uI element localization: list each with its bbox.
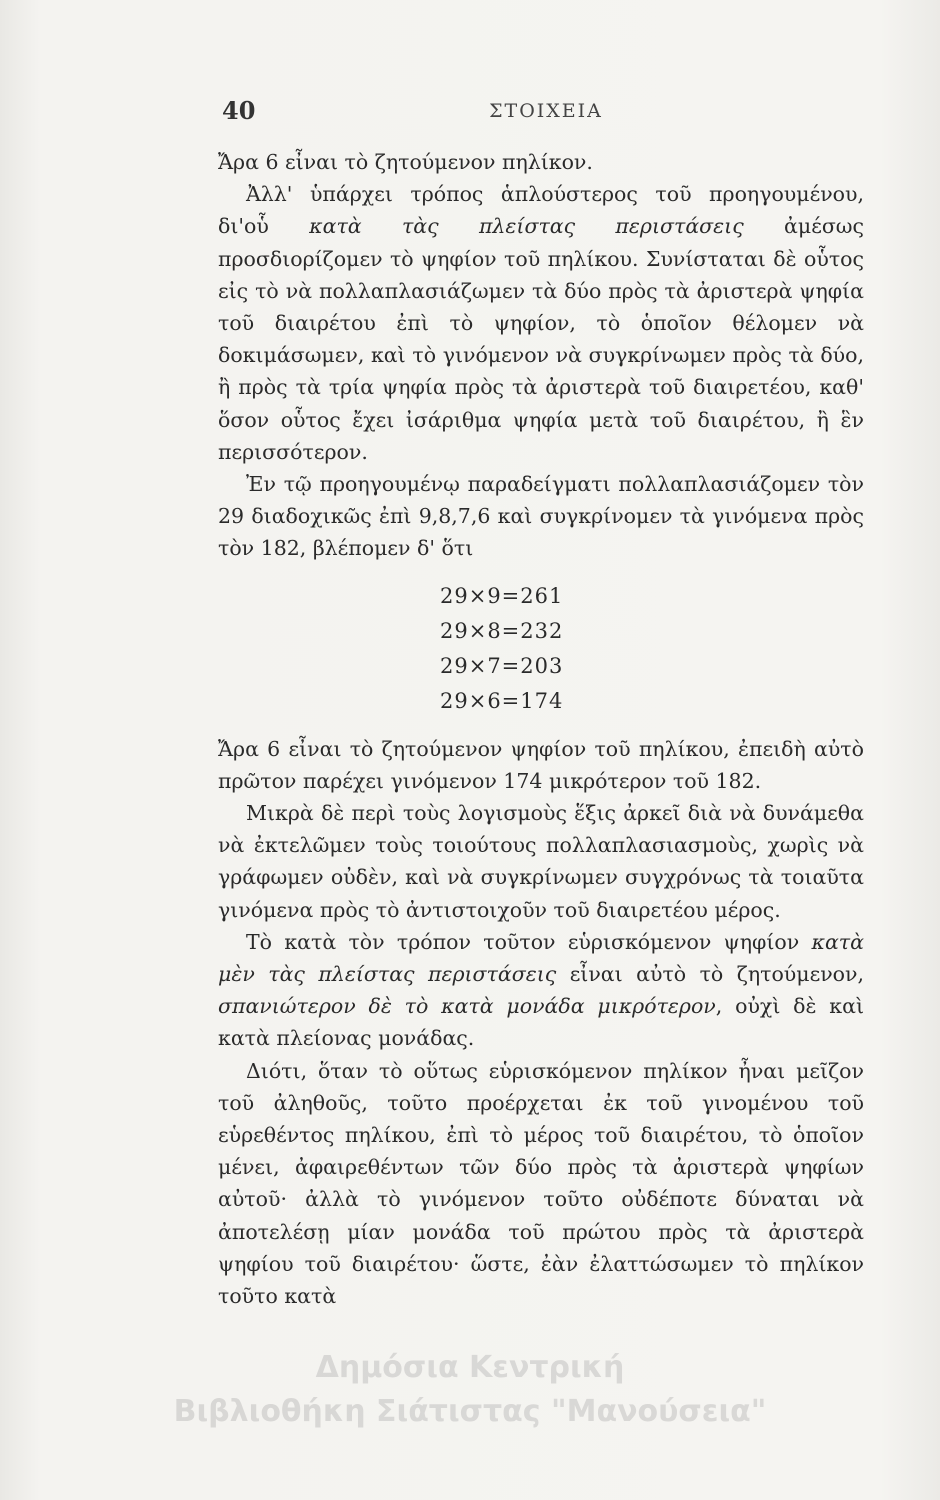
page-body <box>218 146 864 1312</box>
equation-line: 29×9=261 <box>440 583 564 608</box>
watermark-line-2: Βιβλιοθήκη Σιάτιστας "Μανούσεια" <box>173 1394 767 1429</box>
multiplication-equations <box>440 579 864 719</box>
equation-line: 29×8=232 <box>440 618 564 643</box>
paragraph-6: Τὸ κατὰ τὸν τρόπον τοῦτον εὑρισκόμενον ψηφίον κατὰ μὲν τὰς πλείστας περιστάσεις εἶναι αὐτὸ τὸ ζητούμενον, σπανιώτερον δὲ τὸ κατὰ μονάδα μικρότερον, οὐχὶ δὲ καὶ κατὰ πλείονας μονάδας. <box>218 929 864 1051</box>
library-watermark <box>0 1346 940 1434</box>
italic-phrase: κατὰ τὰς πλείστας περιστάσεις <box>309 214 744 239</box>
paragraph-2: Ἀλλ' ὑπάρχει τρόπος ἁπλούστερος τοῦ προηγουμένου, δι'οὗ κατὰ τὰς πλείστας περιστάσεις ἀμέσως προσδιορίζομεν τὸ ψηφίον τοῦ πηλίκου. Συνίσταται δὲ οὗτος εἰς τὸ νὰ πολλαπλασιάζωμεν τὰ δύο πρὸς τὰ ἀριστερὰ ψηφία τοῦ διαιρέτου ἐπὶ τὸ ψηφίον, τὸ ὁποῖον θέλομεν νὰ δοκιμάσωμεν, καὶ τὸ γινόμενον νὰ συγκρίνωμεν πρὸς τὰ δύο, ἢ πρὸς τὰ τρία ψηφία πρὸς τὰ ἀριστερὰ τοῦ διαιρετέου, καθ' ὅσον οὗτος ἔχει ἰσάριθμα ψηφία μετὰ τοῦ διαιρέτου, ἢ ἓν περισσότερον. <box>218 182 865 464</box>
equation-line: 29×6=174 <box>440 688 564 713</box>
italic-phrase: κατὰ μὲν τὰς πλείστας περιστάσεις <box>218 929 864 987</box>
page-number: 40 <box>222 96 256 125</box>
page-header <box>222 96 870 132</box>
equation-line: 29×7=203 <box>440 653 564 678</box>
paragraph-7: Διότι, ὅταν τὸ οὕτως εὑρισκόμενον πηλίκον ἦναι μεῖζον τοῦ ἀληθοῦς, τοῦτο προέρχεται ἐκ τοῦ γινομένου τοῦ εὑρεθέντος πηλίκου, ἐπὶ τὸ μέρος τοῦ διαιρέτου, τὸ ὁποῖον μένει, ἀφαιρεθέντων τῶν δύο πρὸς τὰ ἀριστερὰ ψηφίων αὐτοῦ· ἀλλὰ τὸ γινόμενον τοῦτο οὐδέποτε δύναται νὰ ἀποτελέσῃ μίαν μονάδα τοῦ πρώτου πρὸς τὰ ἀριστερὰ ψηφίου τοῦ διαιρέτου· ὥστε, ἐὰν ἐλαττώσωμεν τὸ πηλίκον τοῦτο κατὰ <box>218 1058 864 1309</box>
paragraph-3: Ἐν τῷ προηγουμένῳ παραδείγματι πολλαπλασιάζομεν τὸν 29 διαδοχικῶς ἐπὶ 9,8,7,6 καὶ συγκρίνομεν τὰ γινόμενα πρὸς τὸν 182, βλέπομεν δ' ὅτι <box>218 472 864 561</box>
watermark-line-1: Δημόσια Κεντρική <box>315 1350 625 1385</box>
paragraph-5: Μικρὰ δὲ περὶ τοὺς λογισμοὺς ἕξις ἀρκεῖ διὰ νὰ δυνάμεθα νὰ ἐκτελῶμεν τοὺς τοιούτους πολλαπλασιασμοὺς, χωρὶς νὰ γράφωμεν οὐδὲν, καὶ νὰ συγκρίνωμεν συγχρόνως τὰ τοιαῦτα γινόμενα πρὸς τὸ ἀντιστοιχοῦν τοῦ διαιρετέου μέρος. <box>218 801 864 922</box>
italic-phrase: σπανιώτερον δὲ τὸ κατὰ μονάδα μικρότερον <box>218 994 716 1019</box>
paragraph-1: Ἄρα 6 εἶναι τὸ ζητούμενον πηλίκον. <box>218 150 593 174</box>
running-title: ΣΤΟΙΧΕΙΑ <box>489 100 603 122</box>
paragraph-4: Ἄρα 6 εἶναι τὸ ζητούμενον ψηφίον τοῦ πηλίκου, ἐπειδὴ αὐτὸ πρῶτον παρέχει γινόμενον 174 μικρότερον τοῦ 182. <box>218 736 864 793</box>
